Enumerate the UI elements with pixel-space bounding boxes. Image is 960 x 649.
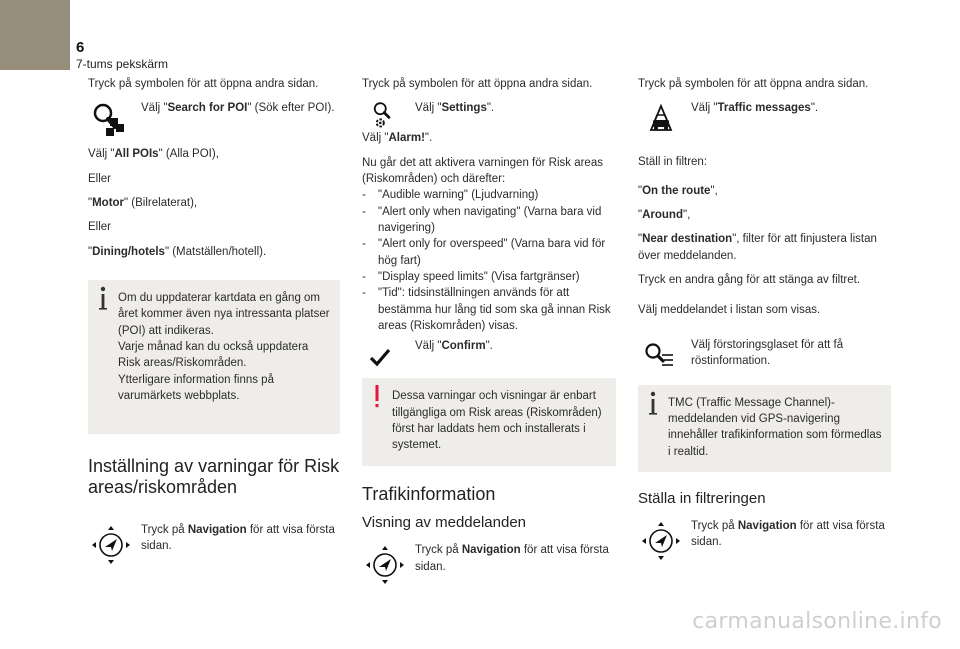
navigation-label: Navigation — [187, 523, 247, 536]
section-heading: Inställning av varningar för Risk areas/riskområden — [88, 456, 340, 497]
select-message-text: Välj meddelandet i listan som visas. — [638, 304, 821, 317]
info-box — [638, 385, 891, 472]
info-box — [88, 280, 340, 434]
alarm-text: Välj "Alarm!". — [362, 132, 433, 145]
info-icon — [644, 389, 662, 417]
navigation-label: Navigation — [737, 519, 797, 532]
confirm-row: Välj "Confirm". — [362, 338, 616, 366]
intro-text: Tryck på symbolen för att öppna andra sidan. — [638, 78, 869, 90]
list-item: - "Alert only when navigating" (Varna bara vid navigering) — [362, 204, 616, 237]
warning-icon — [368, 382, 386, 410]
info-line: Varje månad kan du också uppdatera Risk areas/Riskområden. — [118, 340, 309, 370]
or-text: Eller — [88, 172, 112, 185]
section-label: 7-tums pekskärm — [76, 57, 169, 71]
search-poi-icon[interactable] — [88, 100, 134, 138]
intro-text: Tryck på symbolen för att öppna andra sidan. — [88, 78, 319, 90]
confirm-label: Confirm — [441, 340, 486, 353]
navigation-row: Tryck på Navigation för att visa första sidan. — [638, 518, 891, 562]
info-line: Om du uppdaterar kartdata en gång om året kommer även nya intressanta platser (POI) att indikeras. — [118, 291, 330, 337]
motor-text: "Motor" (Bilrelaterat), — [88, 196, 198, 209]
info-line: Ytterligare information finns på varumärkets webbplats. — [118, 373, 274, 402]
list-item: - "Audible warning" (Ljudvarning) — [362, 187, 616, 203]
navigation-icon[interactable] — [638, 518, 684, 564]
info-icon — [94, 284, 112, 312]
traffic-messages-label: Traffic messages — [717, 102, 811, 115]
watermark: carmanualsonline.info — [692, 608, 942, 634]
magnifier-row — [638, 337, 891, 373]
on-route-text: "On the route", — [638, 184, 718, 197]
all-pois-text: Välj "All POIs" (Alla POI), — [88, 148, 219, 161]
page-tab — [0, 0, 70, 70]
section-heading: Ställa in filtreringen — [638, 489, 766, 507]
filter-intro: Ställ in filtren: — [638, 156, 708, 169]
or-text: Eller — [88, 221, 112, 234]
page-number: 6 — [76, 39, 85, 56]
settings-search-icon[interactable] — [362, 100, 408, 130]
settings-row: Välj "Settings". — [362, 100, 616, 126]
magnifier-text: Välj förstoringsglaset för att få röstinformation. — [691, 338, 844, 367]
navigation-row: Tryck på Navigation för att visa första sidan. — [362, 542, 616, 586]
section-heading: Trafikinformation — [362, 483, 496, 504]
warning-text: Dessa varningar och visningar är enbart tillgängliga om Risk areas (Riskområden) först har laddats hem och installerats i systemet. — [392, 390, 602, 452]
intro-text: Tryck på symbolen för att öppna andra sidan. — [362, 78, 593, 90]
navigation-label: Navigation — [461, 544, 521, 557]
list-item: - "Display speed limits" (Visa fartgränser) — [362, 269, 616, 285]
column-1 — [88, 76, 340, 566]
column-2 — [362, 76, 616, 586]
around-text: "Around", — [638, 208, 691, 221]
info-text: TMC (Traffic Message Channel)-meddelanden vid GPS-navigering innehåller trafikinformation som förmedlas i realtid. — [668, 396, 882, 458]
list-item: - "Tid": tidsinställningen används för att bestämma hur lång tid som ska gå innan Risk areas (Riskområden) visas. — [362, 285, 616, 334]
checkmark-icon[interactable] — [362, 344, 408, 372]
navigation-icon[interactable] — [362, 542, 408, 588]
traffic-messages-row: Välj "Traffic messages". — [638, 100, 891, 136]
column-3 — [638, 76, 891, 562]
options-list — [362, 187, 616, 334]
voice-magnifier-icon[interactable] — [638, 337, 684, 375]
search-poi-label: Search for POI — [167, 102, 248, 115]
navigation-icon[interactable] — [88, 522, 134, 568]
navigation-row: Tryck på Navigation för att visa första sidan. — [88, 522, 340, 566]
subsection-heading: Visning av meddelanden — [362, 514, 527, 532]
search-poi-row: Välj "Search for POI" (Sök efter POI). — [88, 100, 340, 136]
near-destination-text: "Near destination", filter för att finjustera listan över meddelanden. — [638, 233, 877, 262]
close-filter-text: Tryck en andra gång för att stänga av filtret. — [638, 273, 861, 286]
list-item: - "Alert only for overspeed" (Varna bara vid för hög fart) — [362, 236, 616, 269]
settings-label: Settings — [441, 102, 487, 115]
warning-box — [362, 378, 616, 465]
activate-text: Nu går det att aktivera varningen för Risk areas (Riskområden) och därefter: — [362, 156, 603, 185]
dining-text: "Dining/hotels" (Matställen/hotell). — [88, 245, 267, 258]
traffic-messages-icon[interactable] — [638, 100, 684, 138]
